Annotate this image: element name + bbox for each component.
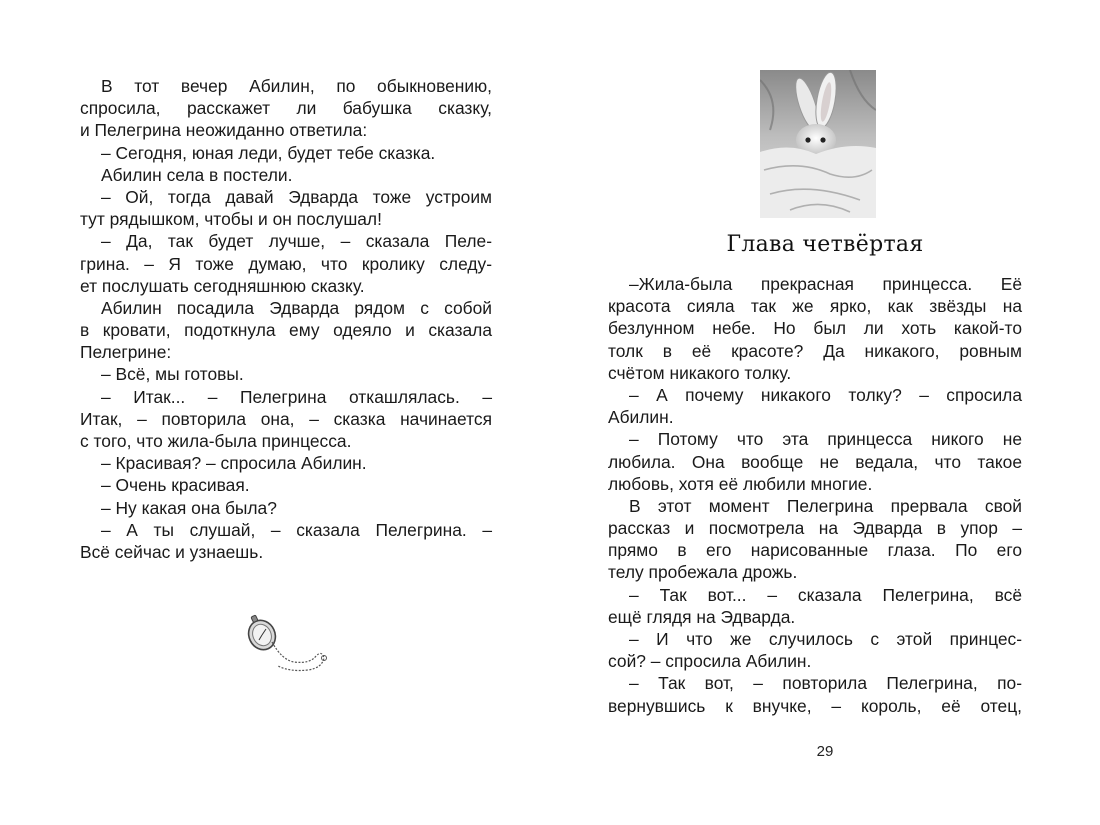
text-line: красота сияла так же ярко, как звёзды на (608, 296, 1022, 317)
text-line: рассказ и посмотрела на Эдварда в упор – (608, 518, 1022, 539)
text-line: толк в её красоте? Да никакого, ровным (608, 340, 1022, 361)
text-line: – А ты слушай, – сказала Пелегрина. – (101, 519, 492, 540)
text-line: – Потому что эта принцесса никого не (629, 429, 1022, 450)
text-line: любила. Она вообще не ведала, что такое (608, 451, 1022, 472)
text-line: и Пелегрина неожиданно ответила: (80, 120, 368, 141)
text-line: ет послушать сегодняшнюю сказку. (80, 275, 365, 296)
text-line: телу пробежала дрожь. (608, 562, 798, 583)
text-line: – Очень красивая. (101, 475, 250, 496)
text-line: Абилин. (608, 407, 674, 428)
rabbit-icon (760, 70, 876, 218)
text-line: прямо в его нарисованные глаза. По его (608, 540, 1022, 561)
text-line: –Жила-была прекрасная принцесса. Её (629, 274, 1022, 294)
page-number: 29 (816, 743, 834, 760)
text-line: Пелегрине: (80, 342, 172, 363)
text-line: вернувшись к внучке, – король, её отец, (608, 695, 1022, 716)
text-line: любовь, хотя её любили многие. (608, 473, 873, 494)
text-line: – Ой, тогда давай Эдварда тоже устроим (101, 186, 492, 207)
text-line: В этот момент Пелегрина прервала свой (629, 495, 1022, 516)
text-line: Всё сейчас и узнаешь. (80, 541, 264, 562)
text-line: Абилин села в постели. (101, 164, 293, 185)
pocket-watch-icon (244, 615, 327, 670)
text-line: – Всё, мы готовы. (101, 364, 244, 385)
rabbit-in-bed-illustration (760, 70, 876, 218)
text-line: счётом никакого толку. (608, 362, 792, 383)
text-line: – Так вот... – сказала Пелегрина, всё (629, 584, 1022, 605)
text-line: В тот вечер Абилин, по обыкновению, (101, 76, 492, 96)
text-line: – А почему никакого толку? – спросила (629, 384, 1022, 405)
text-line: с того, что жила-была принцесса. (80, 431, 352, 451)
text-line: ещё глядя на Эдварда. (608, 606, 796, 627)
right-page-text (608, 273, 1022, 717)
text-line: Итак, – повторила она, – сказка начинается (80, 408, 492, 429)
text-line: – Итак... – Пелегрина откашлялась. – (101, 386, 492, 407)
text-line: – Красивая? – спросила Абилин. (101, 453, 367, 474)
text-line: – Сегодня, юная леди, будет тебе сказка. (101, 142, 436, 163)
text-line: тут рядышком, чтобы и он послушал! (80, 209, 382, 230)
text-line: сой? – спросила Абилин. (608, 651, 812, 672)
left-page-text (80, 75, 492, 563)
text-line: безлунном небе. Но был ли хоть какой-то (608, 318, 1022, 339)
text-line: Абилин посадила Эдварда рядом с собой (101, 297, 492, 318)
text-line: – И что же случилось с этой принцес- (629, 629, 1022, 649)
text-line: – Да, так будет лучше, – сказала Пеле- (101, 231, 492, 252)
pocket-watch-illustration (242, 614, 328, 678)
text-line: – Ну какая она была? (101, 497, 277, 518)
text-line: грина. – Я тоже думаю, что кролику следу- (80, 253, 492, 274)
chapter-title: Глава четвёртая (726, 232, 924, 257)
text-line: в кровати, подоткнула ему одеяло и сказала (80, 320, 492, 341)
text-line: спросила, расскажет ли бабушка сказку, (80, 98, 492, 119)
text-line: – Так вот, – повторила Пелегрина, по- (629, 673, 1022, 694)
right-page (550, 0, 1100, 825)
